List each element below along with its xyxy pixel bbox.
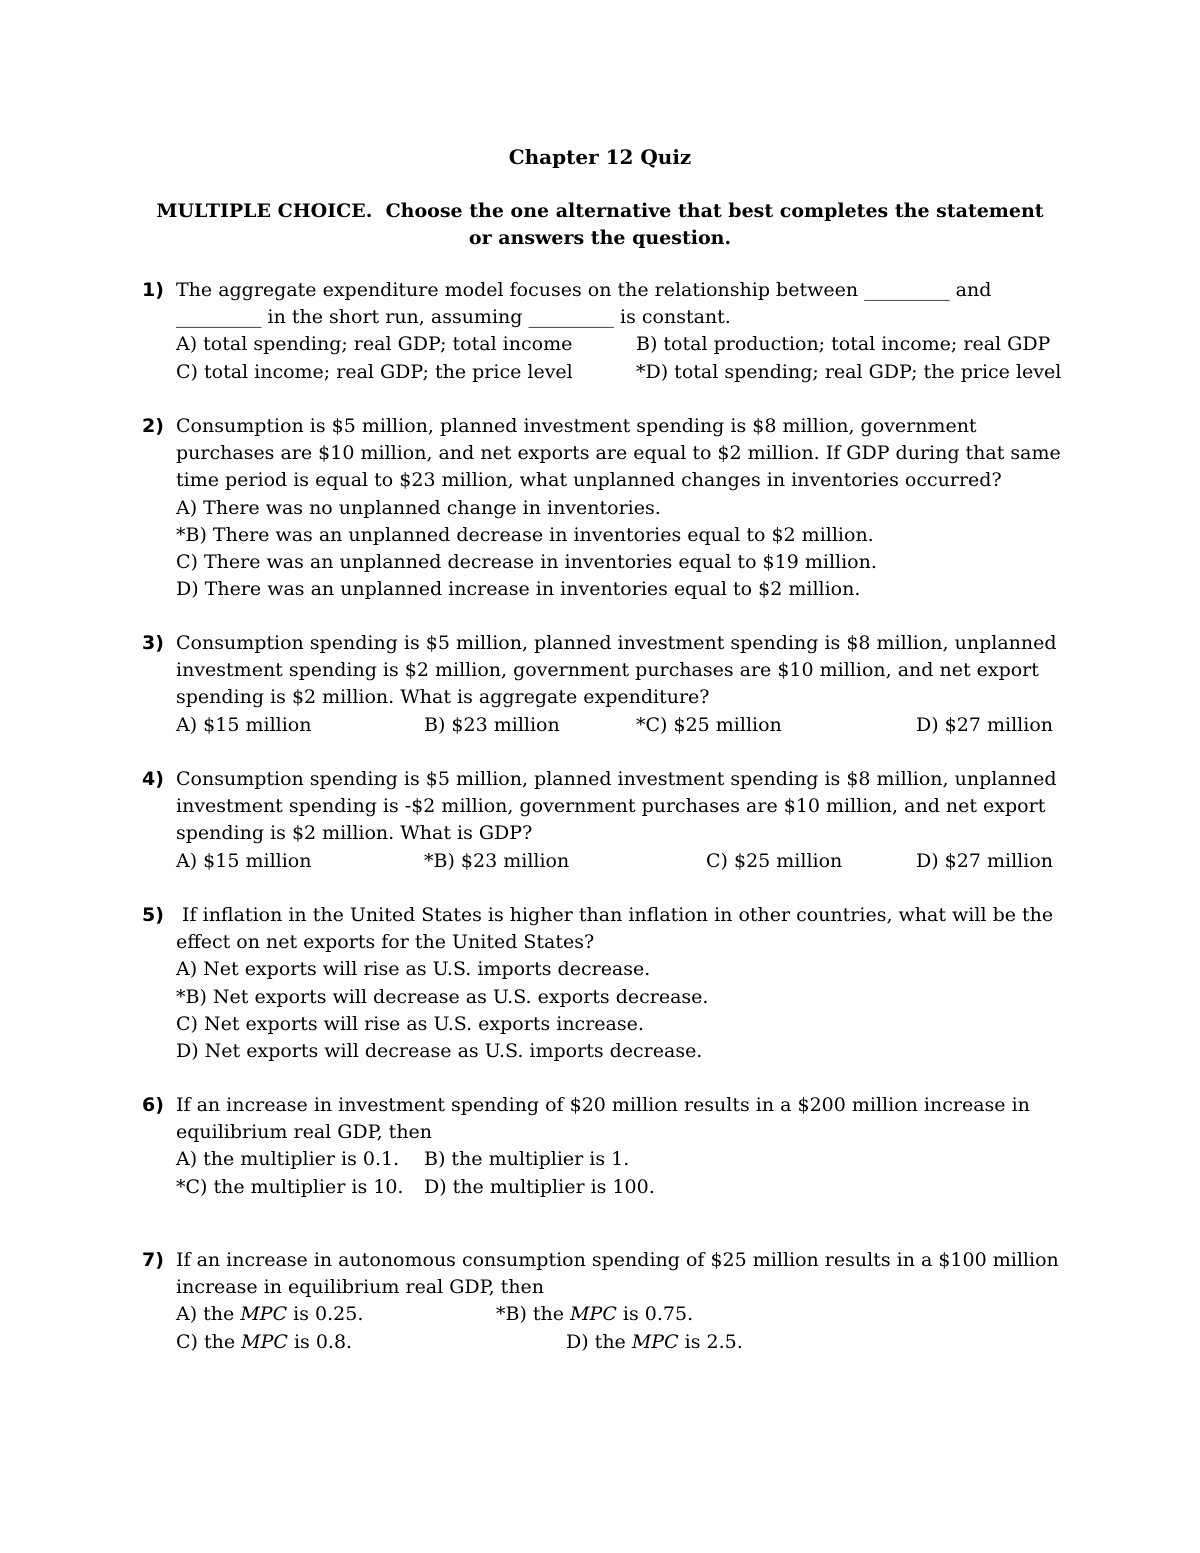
- question-number: 2): [142, 415, 164, 437]
- option-a[interactable]: A) $15 million: [176, 849, 312, 872]
- page-title: Chapter 12 Quiz: [508, 145, 692, 169]
- option-c[interactable]: [176, 1329, 352, 1356]
- option-d[interactable]: [566, 1329, 743, 1356]
- option-term: MPC: [570, 1303, 617, 1326]
- question-text-line: equilibrium real GDP, then: [176, 1121, 433, 1144]
- question-text-line: purchases are $10 million, and net exports are equal to $2 million. If GDP during that same: [176, 442, 1061, 465]
- question-number: 6): [142, 1094, 164, 1116]
- option-d[interactable]: D) Net exports will decrease as U.S. imports decrease.: [176, 1040, 703, 1063]
- question-text-line: spending is $2 million. What is aggregate expenditure?: [176, 686, 710, 709]
- option-text: is 0.75.: [616, 1303, 694, 1326]
- question-4: [142, 766, 1072, 875]
- option-text: D) the: [566, 1330, 632, 1353]
- question-text-line: spending is $2 million. What is GDP?: [176, 822, 533, 845]
- instructions-text: Choose the one alternative that best completes the statement or answers the question.: [385, 200, 1044, 249]
- option-a[interactable]: A) total spending; real GDP; total income: [176, 333, 573, 356]
- option-text: A) the: [176, 1303, 241, 1326]
- question-1: [142, 277, 1072, 386]
- question-number: 5): [142, 904, 164, 926]
- question-text-line: _________ in the short run, assuming _________ is constant.: [176, 306, 731, 329]
- option-d[interactable]: D) $27 million: [916, 849, 1053, 872]
- option-c[interactable]: *C) the multiplier is 10.: [176, 1175, 404, 1198]
- question-text-line: If an increase in investment spending of $20 million results in a $200 million increase in: [176, 1094, 1030, 1116]
- question-2: [142, 413, 1072, 603]
- question-text-line: time period is equal to $23 million, what unplanned changes in inventories occurred?: [176, 469, 1002, 492]
- option-c[interactable]: C) $25 million: [706, 849, 843, 872]
- option-b[interactable]: B) total production; total income; real GDP: [636, 333, 1051, 356]
- option-b[interactable]: B) the multiplier is 1.: [424, 1148, 630, 1171]
- option-c[interactable]: *C) $25 million: [636, 713, 782, 736]
- question-text-line: Consumption is $5 million, planned investment spending is $8 million, government: [176, 415, 977, 437]
- question-number: 4): [142, 768, 164, 790]
- option-b[interactable]: [496, 1301, 693, 1328]
- option-d[interactable]: D) There was an unplanned increase in inventories equal to $2 million.: [176, 578, 861, 601]
- option-d[interactable]: D) the multiplier is 100.: [424, 1175, 655, 1198]
- option-a[interactable]: A) Net exports will rise as U.S. imports decrease.: [176, 958, 651, 981]
- option-term: MPC: [241, 1330, 288, 1353]
- instructions-lead: MULTIPLE CHOICE.: [156, 200, 373, 222]
- option-a[interactable]: A) $15 million: [176, 713, 312, 736]
- question-text-line: effect on net exports for the United States?: [176, 931, 595, 954]
- option-c[interactable]: C) Net exports will rise as U.S. exports increase.: [176, 1012, 644, 1035]
- option-text: is 2.5.: [678, 1330, 743, 1353]
- option-b[interactable]: *B) Net exports will decrease as U.S. exports decrease.: [176, 985, 709, 1008]
- option-b[interactable]: *B) $23 million: [424, 849, 570, 872]
- question-text-line: Consumption spending is $5 million, planned investment spending is $8 million, unplanned: [176, 768, 1057, 790]
- option-b[interactable]: B) $23 million: [424, 713, 560, 736]
- option-c[interactable]: C) total income; real GDP; the price level: [176, 360, 573, 383]
- question-text-line: investment spending is $2 million, government purchases are $10 million, and net export: [176, 659, 1039, 682]
- question-text-line: The aggregate expenditure model focuses on the relationship between _________ and: [176, 279, 992, 301]
- question-5: [142, 902, 1072, 1065]
- question-number: 1): [142, 279, 164, 301]
- instructions: [150, 198, 1050, 252]
- question-text-line: If an increase in autonomous consumption spending of $25 million results in a $100 million: [176, 1249, 1059, 1271]
- option-text: is 0.8.: [287, 1330, 353, 1353]
- option-term: MPC: [240, 1303, 288, 1326]
- question-6: [142, 1092, 1072, 1201]
- option-text: C) the: [176, 1330, 242, 1353]
- question-number: 7): [142, 1249, 164, 1271]
- question-text-line: Consumption spending is $5 million, planned investment spending is $8 million, unplanned: [176, 632, 1057, 654]
- option-term: MPC: [631, 1330, 679, 1353]
- question-number: 3): [142, 632, 164, 654]
- question-text-line: If inflation in the United States is higher than inflation in other countries, what will be the: [176, 904, 1054, 926]
- question-text-line: increase in equilibrium real GDP, then: [176, 1276, 545, 1299]
- question-3: [142, 630, 1072, 739]
- option-text: *B) the: [496, 1303, 571, 1326]
- option-d[interactable]: D) $27 million: [916, 713, 1053, 736]
- option-a[interactable]: A) There was no unplanned change in inventories.: [176, 496, 661, 519]
- option-a[interactable]: [176, 1301, 363, 1328]
- option-d[interactable]: *D) total spending; real GDP; the price level: [636, 360, 1062, 383]
- option-b[interactable]: *B) There was an unplanned decrease in inventories equal to $2 million.: [176, 523, 874, 546]
- option-c[interactable]: C) There was an unplanned decrease in inventories equal to $19 million.: [176, 551, 877, 574]
- option-text: is 0.25.: [287, 1303, 364, 1326]
- question-text-line: investment spending is -$2 million, government purchases are $10 million, and net export: [176, 795, 1046, 818]
- option-a[interactable]: A) the multiplier is 0.1.: [176, 1148, 400, 1171]
- question-7: [142, 1247, 1072, 1356]
